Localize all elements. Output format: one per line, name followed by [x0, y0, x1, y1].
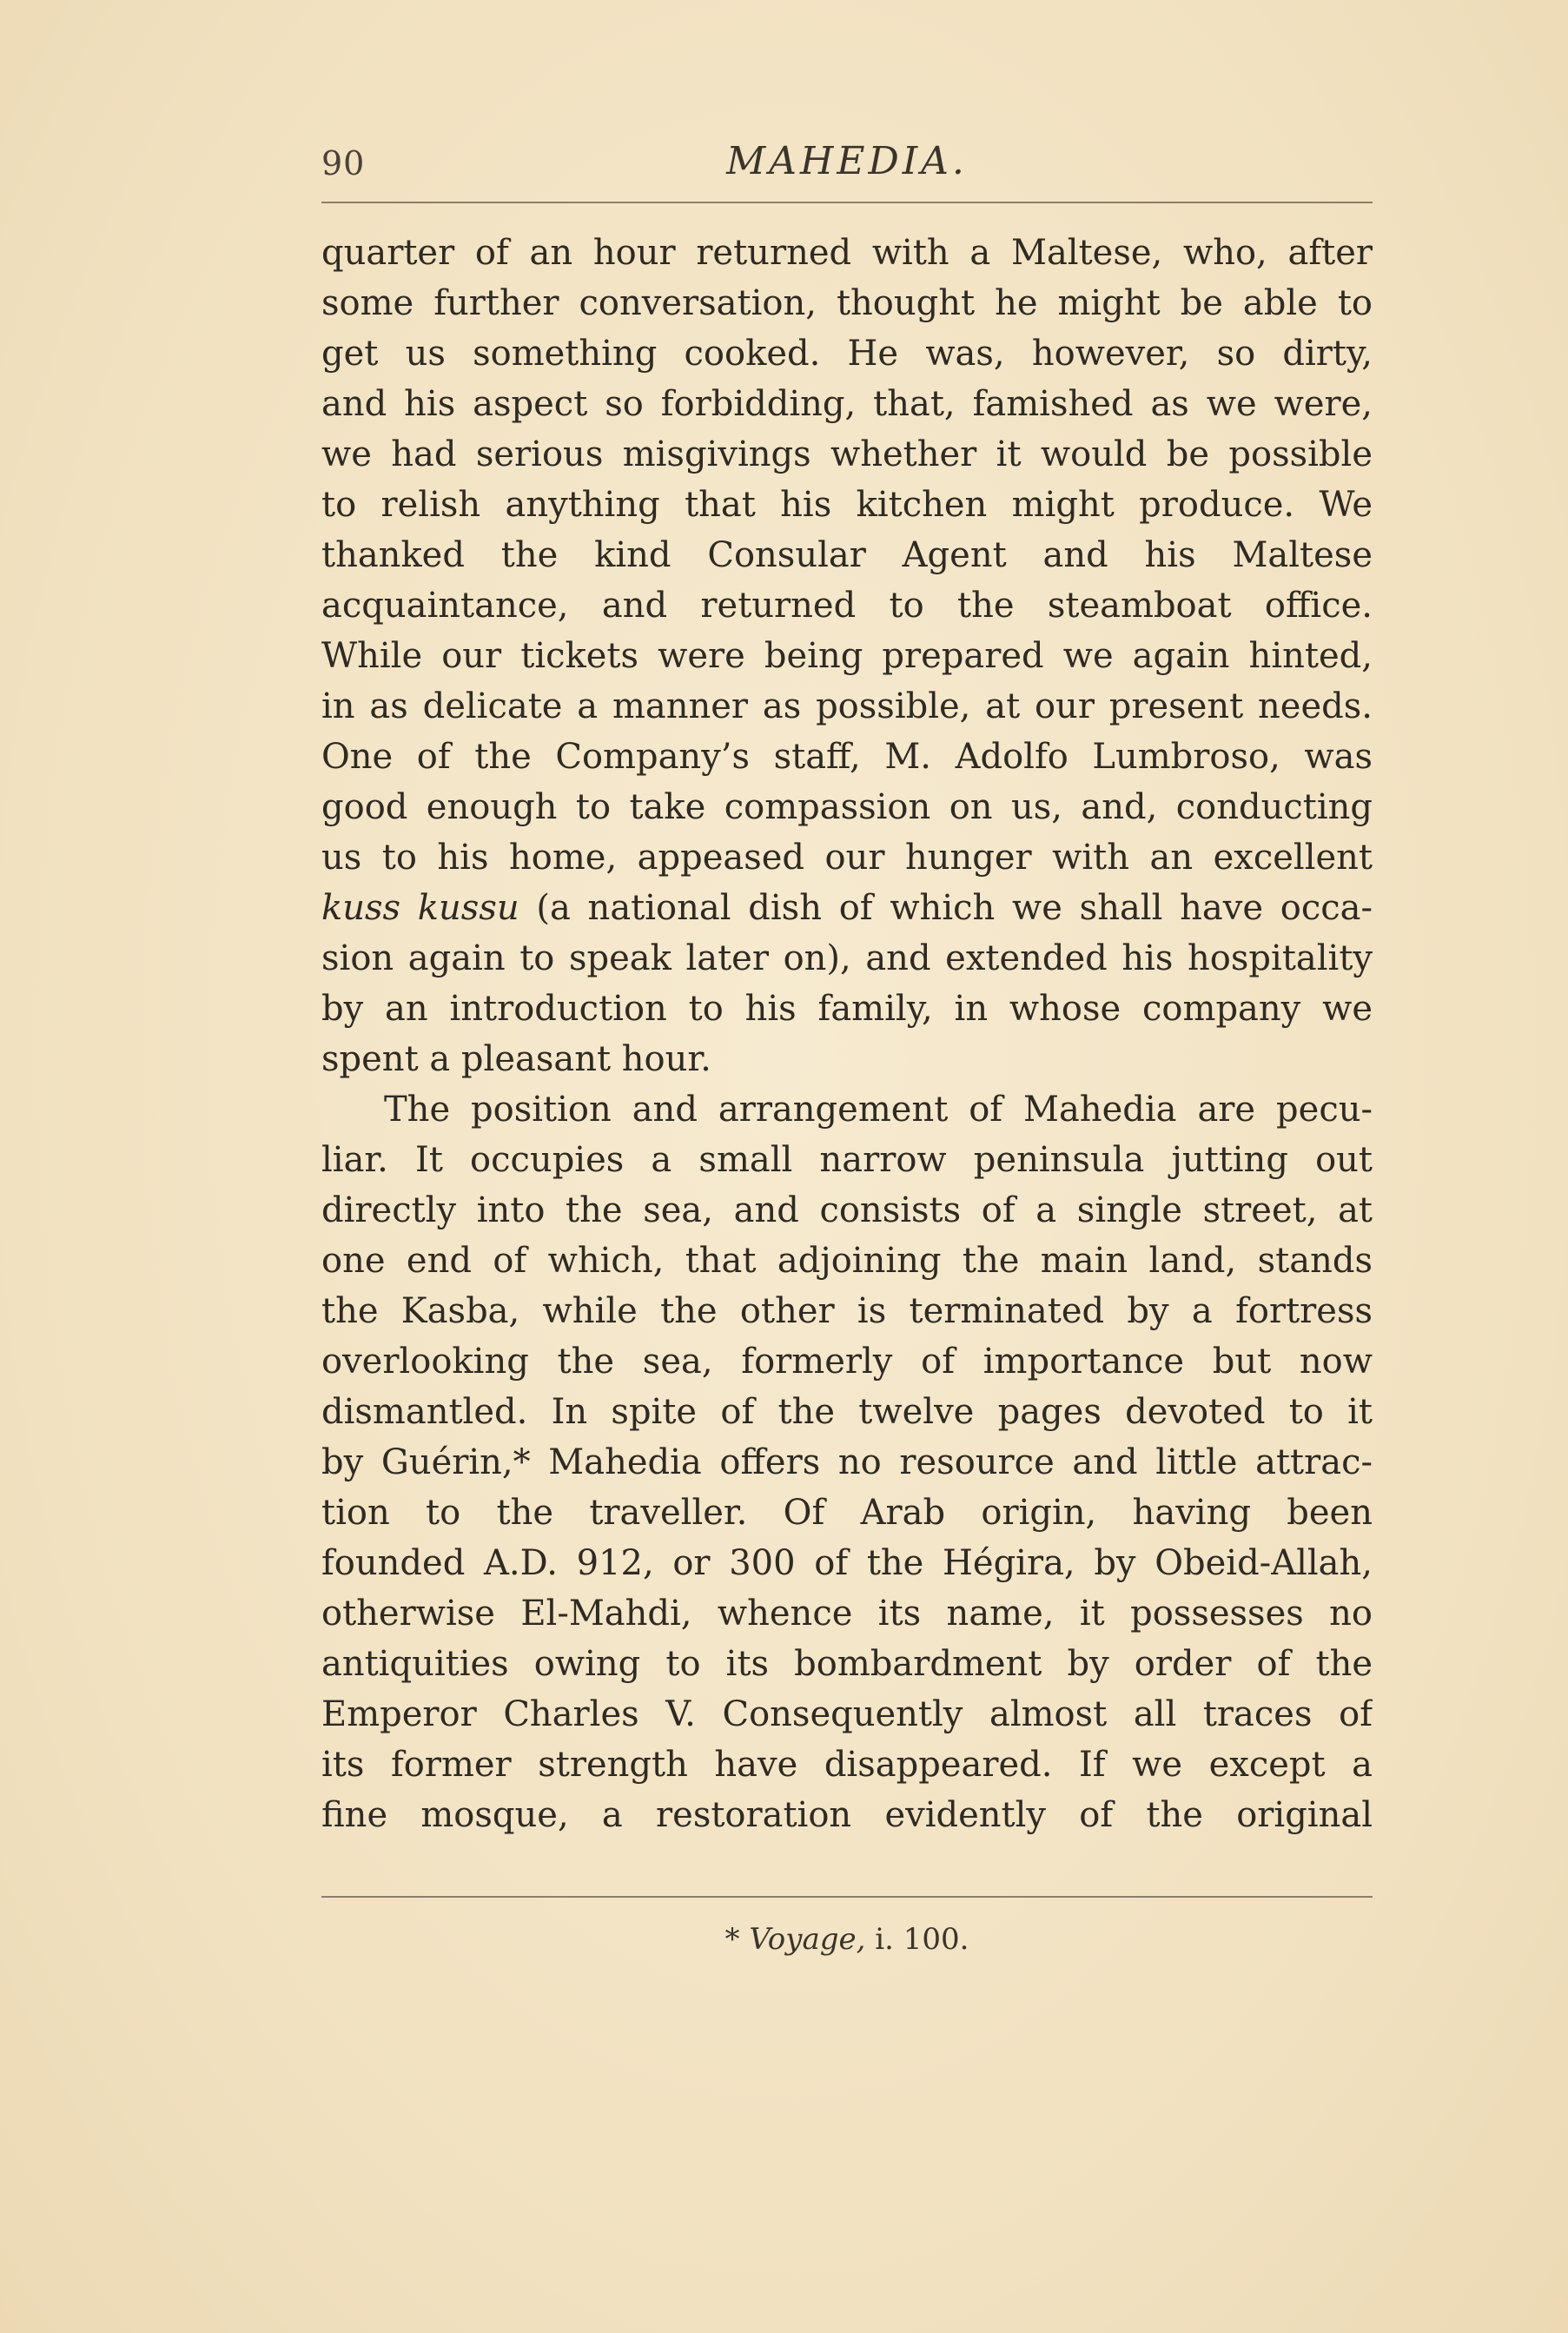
- text-line: acquaintance, and returned to the steamboat office.: [321, 586, 1373, 626]
- text-line: its former strength have disappeared. If we except a: [321, 1745, 1373, 1785]
- footnote-rule: [321, 1896, 1373, 1898]
- text-line: overlooking the sea, formerly of importance but now: [321, 1342, 1373, 1382]
- text-line: we had serious misgivings whether it would be possible: [321, 434, 1373, 474]
- text-line: fine mosque, a restoration evidently of the original: [321, 1795, 1373, 1835]
- text-line: thanked the kind Consular Agent and his Maltese: [321, 535, 1373, 575]
- text-line: liar. It occupies a small narrow peninsula jutting out: [321, 1140, 1373, 1180]
- text-line: us to his home, appeased our hunger with an excellent: [321, 838, 1373, 878]
- running-title: MAHEDIA.: [726, 139, 968, 183]
- footnote-reference: i. 100.: [875, 1922, 969, 1957]
- text-line: spent a pleasant hour.: [321, 1039, 711, 1079]
- text-line: one end of which, that adjoining the main land, stands: [321, 1241, 1373, 1281]
- text-line: otherwise El-Mahdi, whence its name, it possesses no: [321, 1594, 1373, 1634]
- text-line-italic-phrase: kuss kussu (a national dish of which we shall have occa-: [321, 888, 1373, 928]
- text-line: by an introduction to his family, in whose company we: [321, 989, 1373, 1029]
- page-header: [321, 139, 1373, 191]
- text-line: good enough to take compassion on us, and, conducting: [321, 787, 1373, 827]
- footnote: [321, 1922, 1373, 1957]
- page-number: 90: [321, 144, 366, 182]
- text-line: While our tickets were being prepared we again hinted,: [321, 636, 1373, 676]
- text-line: directly into the sea, and consists of a single street, at: [321, 1190, 1373, 1230]
- text-line: some further conversation, thought he might be able to: [321, 283, 1373, 323]
- text-line: antiquities owing to its bombardment by order of the: [321, 1644, 1373, 1684]
- header-rule: [321, 202, 1373, 203]
- text-line: in as delicate a manner as possible, at our present needs.: [321, 686, 1373, 726]
- italic-phrase: kuss kussu: [321, 888, 519, 928]
- text-line: get us something cooked. He was, however, so dirty,: [321, 334, 1373, 374]
- text-line: quarter of an hour returned with a Maltese, who, after: [321, 233, 1373, 273]
- footnote-marker: *: [724, 1922, 740, 1957]
- footnote-work-title: Voyage,: [749, 1922, 866, 1957]
- body-text: [321, 228, 1373, 1840]
- text-line: founded A.D. 912, or 300 of the Hégira, by Obeid-Allah,: [321, 1543, 1373, 1583]
- text-line: to relish anything that his kitchen might produce. We: [321, 485, 1373, 525]
- text-line: tion to the traveller. Of Arab origin, having been: [321, 1493, 1373, 1533]
- text-line: and his aspect so forbidding, that, famished as we were,: [321, 384, 1373, 424]
- text-line: Emperor Charles V. Consequently almost all traces of: [321, 1694, 1373, 1734]
- text-line: by Guérin,* Mahedia offers no resource and little attrac-: [321, 1442, 1373, 1482]
- text-line: sion again to speak later on), and extended his hospitality: [321, 938, 1373, 978]
- text-line: dismantled. In spite of the twelve pages devoted to it: [321, 1392, 1373, 1432]
- paragraph-start-line: The position and arrangement of Mahedia are pecu-: [384, 1090, 1373, 1130]
- text-line: the Kasba, while the other is terminated by a fortress: [321, 1291, 1373, 1331]
- text-line: One of the Company’s staff, M. Adolfo Lumbroso, was: [321, 737, 1373, 777]
